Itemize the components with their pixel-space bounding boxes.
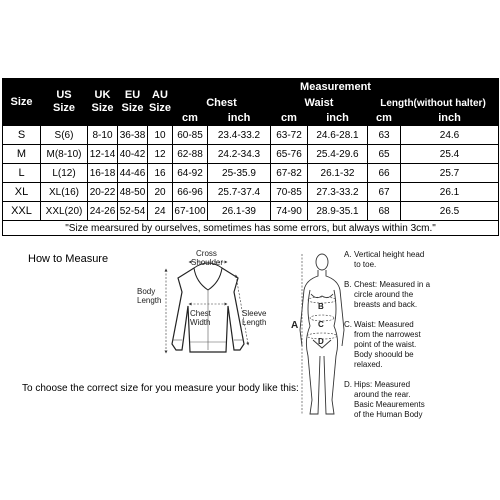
cell-waist-cm: 65-76 <box>271 145 308 164</box>
body-label-b: B <box>318 302 324 311</box>
cell-chest-inch: 25.7-37.4 <box>208 183 271 202</box>
cell-us: S(6) <box>41 126 88 145</box>
cell-length-cm: 67 <box>368 183 401 202</box>
cell-eu: 48-50 <box>118 183 148 202</box>
cell-waist-inch: 28.9-35.1 <box>308 202 368 221</box>
cell-length-inch: 26.1 <box>401 183 499 202</box>
cell-length-cm: 63 <box>368 126 401 145</box>
header-length-inch: inch <box>401 111 499 126</box>
cell-length-cm: 66 <box>368 164 401 183</box>
label-body-length-1: Body <box>137 287 156 296</box>
cell-chest-inch: 24.2-34.3 <box>208 145 271 164</box>
label-chest-width-2: Width <box>190 318 211 327</box>
cell-us: L(12) <box>41 164 88 183</box>
header-waist-cm: cm <box>271 111 308 126</box>
body-label-c: C <box>318 320 324 329</box>
how-to-measure-title: How to Measure <box>28 253 109 265</box>
header-waist-inch: inch <box>308 111 368 126</box>
header-us: US Size <box>41 79 88 126</box>
cell-uk: 12-14 <box>88 145 118 164</box>
header-eu: EU Size <box>118 79 148 126</box>
cell-waist-cm: 74-90 <box>271 202 308 221</box>
garment-drawing <box>166 262 248 352</box>
cell-us: XL(16) <box>41 183 88 202</box>
header-chest-inch: inch <box>208 111 271 126</box>
cell-waist-cm: 67-82 <box>271 164 308 183</box>
cell-size: XXL <box>3 202 41 221</box>
label-sleeve-length-1: Sleeve <box>242 309 267 318</box>
cell-chest-inch: 26.1-39 <box>208 202 271 221</box>
header-au: AU Size <box>148 79 173 126</box>
cell-au: 16 <box>148 164 173 183</box>
cell-length-inch: 24.6 <box>401 126 499 145</box>
cell-uk: 20-22 <box>88 183 118 202</box>
cell-chest-cm: 60-85 <box>173 126 208 145</box>
legend-item-a: A. Vertical height head to toe. <box>344 250 425 269</box>
body-figure <box>300 254 344 414</box>
cell-uk: 8-10 <box>88 126 118 145</box>
cell-chest-cm: 64-92 <box>173 164 208 183</box>
cell-length-inch: 25.4 <box>401 145 499 164</box>
cell-us: M(8-10) <box>41 145 88 164</box>
cell-au: 12 <box>148 145 173 164</box>
cell-chest-inch: 23.4-33.2 <box>208 126 271 145</box>
cell-us: XXL(20) <box>41 202 88 221</box>
legend-item-b: B. Chest: Measured in a circle around the breasts and back. <box>344 280 431 309</box>
cell-au: 24 <box>148 202 173 221</box>
cell-length-cm: 65 <box>368 145 401 164</box>
header-length: Length(without halter) <box>368 96 499 111</box>
cell-eu: 40-42 <box>118 145 148 164</box>
cell-length-inch: 26.5 <box>401 202 499 221</box>
header-size: Size <box>3 79 41 126</box>
cell-uk: 24-26 <box>88 202 118 221</box>
size-note: "Size mearsured by ourselves, sometimes has some errors, but always within 3cm." <box>3 221 499 236</box>
cell-waist-inch: 26.1-32 <box>308 164 368 183</box>
legend-item-c: C. Waist: Measured from the narrowest point of the waist. Body shoould be relaxed. <box>344 320 421 369</box>
label-sleeve-length-2: Length <box>242 318 267 327</box>
cell-chest-cm: 67-100 <box>173 202 208 221</box>
header-waist: Waist <box>271 96 368 111</box>
choose-size-text: To choose the correct size for you measure your body like this: <box>22 383 299 394</box>
cell-size: XL <box>3 183 41 202</box>
cell-uk: 16-18 <box>88 164 118 183</box>
body-label-d: D <box>318 337 324 346</box>
cell-au: 20 <box>148 183 173 202</box>
header-uk: UK Size <box>88 79 118 126</box>
cell-length-cm: 68 <box>368 202 401 221</box>
legend-item-d: D. Hips: Measured around the rear. Basic Meaurements of the Human Body <box>344 380 425 419</box>
cell-au: 10 <box>148 126 173 145</box>
cell-waist-inch: 27.3-33.2 <box>308 183 368 202</box>
cell-eu: 44-46 <box>118 164 148 183</box>
header-chest: Chest <box>173 96 271 111</box>
label-cross-shoulder-1: Cross <box>196 249 217 258</box>
label-chest-width-1: Chest <box>190 309 211 318</box>
header-measurement: Measurement <box>173 79 499 96</box>
cell-chest-cm: 62-88 <box>173 145 208 164</box>
cell-eu: 36-38 <box>118 126 148 145</box>
cell-waist-cm: 70-85 <box>271 183 308 202</box>
cell-waist-inch: 25.4-29.6 <box>308 145 368 164</box>
cell-size: L <box>3 164 41 183</box>
cell-length-inch: 25.7 <box>401 164 499 183</box>
cell-size: S <box>3 126 41 145</box>
header-chest-cm: cm <box>173 111 208 126</box>
body-label-a: A <box>291 320 299 331</box>
cell-waist-inch: 24.6-28.1 <box>308 126 368 145</box>
cell-size: M <box>3 145 41 164</box>
cell-chest-cm: 66-96 <box>173 183 208 202</box>
cell-chest-inch: 25-35.9 <box>208 164 271 183</box>
label-cross-shoulder-2: Shoulder <box>191 258 224 267</box>
cell-waist-cm: 63-72 <box>271 126 308 145</box>
header-length-cm: cm <box>368 111 401 126</box>
label-body-length-2: Length <box>137 296 162 305</box>
cell-eu: 52-54 <box>118 202 148 221</box>
